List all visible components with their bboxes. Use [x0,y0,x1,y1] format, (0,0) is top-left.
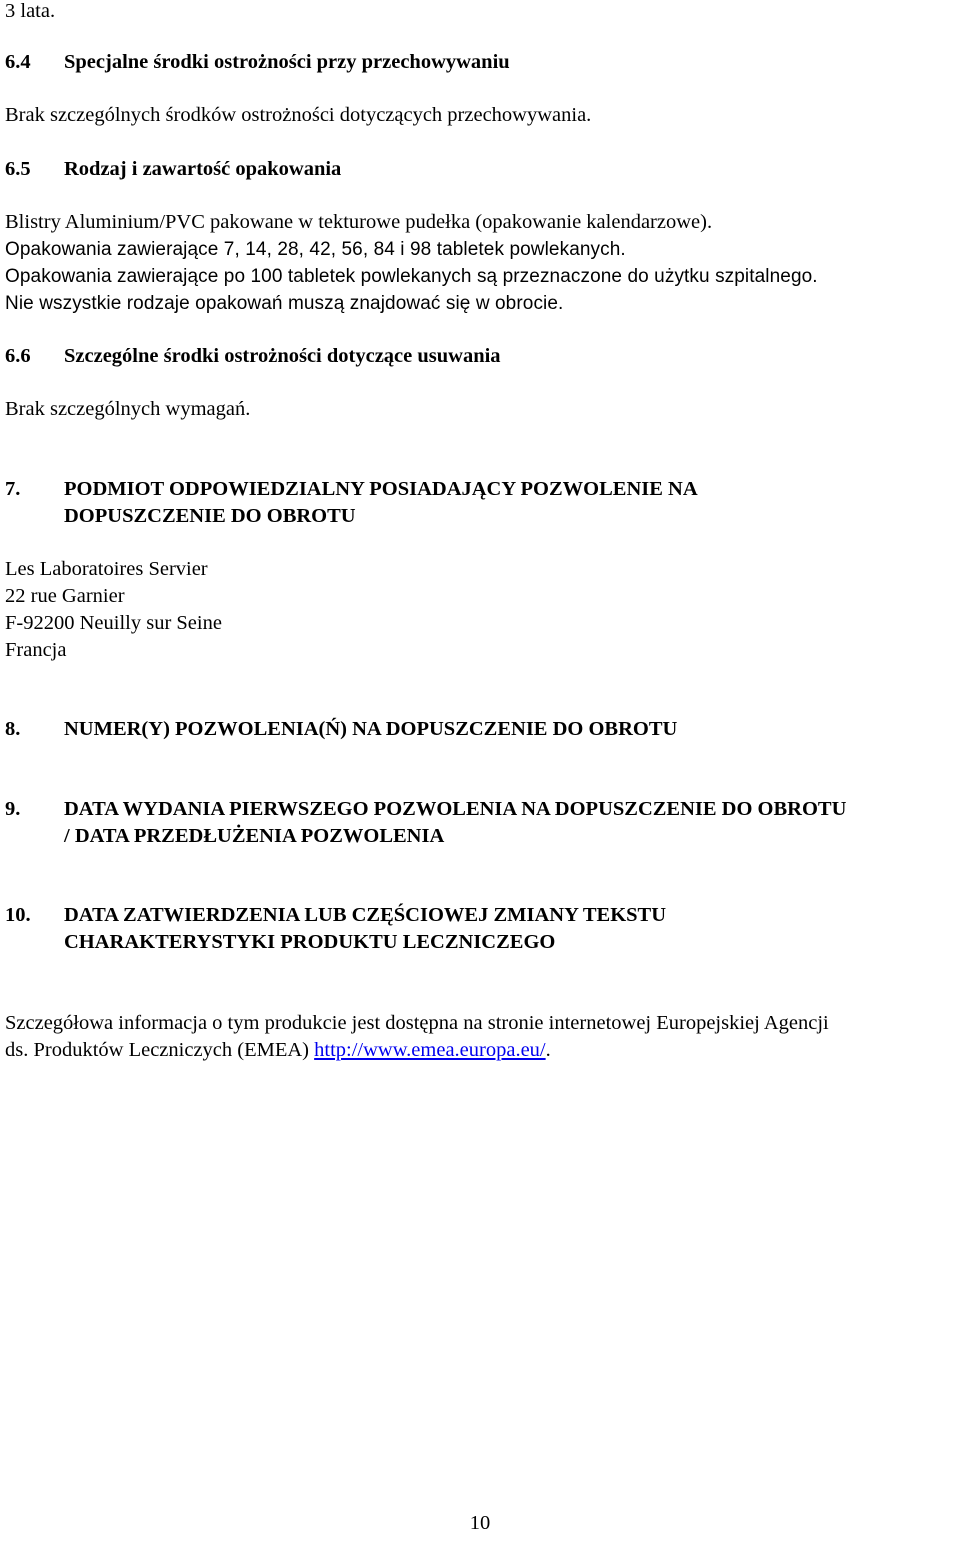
section-title [64,902,666,956]
section-6-4-body: Brak szczególnych środków ostrożności dotyczących przechowywania. [5,104,592,126]
section-number: 6.4 [5,51,31,73]
product-info-line-1: Szczegółowa informacja o tym produkcie jest dostępna na stronie internetowej Europejskiej Agencji [5,1012,829,1034]
section-title [64,796,846,850]
product-info-prefix: ds. Produktów Leczniczych (EMEA) [5,1039,315,1061]
section-number: 6.6 [5,345,31,367]
section-title: Rodzaj i zawartość opakowania [64,158,342,180]
section-number: 6.5 [5,158,31,180]
section-title: Specjalne środki ostrożności przy przechowywaniu [64,51,510,73]
holder-country: Francja [5,639,67,661]
section-title-line: DOPUSZCZENIE DO OBROTU [64,505,356,527]
section-title-line: PODMIOT ODPOWIEDZIALNY POSIADAJĄCY POZWOLENIE NA [64,478,698,500]
section-6-6-body: Brak szczególnych wymagań. [5,398,251,420]
holder-name: Les Laboratoires Servier [5,558,208,580]
packaging-line-4: Nie wszystkie rodzaje opakowań muszą znajdować się w obrocie. [5,293,564,314]
packaging-line-1: Blistry Aluminium/PVC pakowane w tekturowe pudełka (opakowanie kalendarzowe). [5,211,713,233]
section-title-line: DATA WYDANIA PIERWSZEGO POZWOLENIA NA DOPUSZCZENIE DO OBROTU [64,798,847,820]
packaging-line-2: Opakowania zawierające 7, 14, 28, 42, 56, 84 i 98 tabletek powlekanych. [5,239,626,260]
packaging-line-3: Opakowania zawierające po 100 tabletek powlekanych są przeznaczone do użytku szpitalnego. [5,266,818,287]
emea-website-link[interactable]: http://www.emea.europa.eu/ [314,1039,546,1061]
product-info-suffix: . [545,1039,551,1061]
section-title-line: DATA ZATWIERDZENIA LUB CZĘŚCIOWEJ ZMIANY TEKSTU [64,904,667,926]
holder-street: 22 rue Garnier [5,585,125,607]
section-number: 9. [5,798,21,820]
previous-section-fragment: 3 lata. [5,0,56,22]
page-number: 10 [469,1512,491,1534]
section-title-line: CHARAKTERYSTYKI PRODUKTU LECZNICZEGO [64,931,556,953]
product-info-line-2 [5,1037,551,1064]
section-number: 10. [5,904,31,926]
section-number: 8. [5,718,21,740]
section-title: NUMER(Y) POZWOLENIA(Ń) NA DOPUSZCZENIE DO OBROTU [64,718,678,740]
holder-city: F-92200 Neuilly sur Seine [5,612,222,634]
section-number: 7. [5,478,21,500]
section-title-line: / DATA PRZEDŁUŻENIA POZWOLENIA [64,825,445,847]
section-title [64,476,698,530]
section-title: Szczególne środki ostrożności dotyczące usuwania [64,345,501,367]
